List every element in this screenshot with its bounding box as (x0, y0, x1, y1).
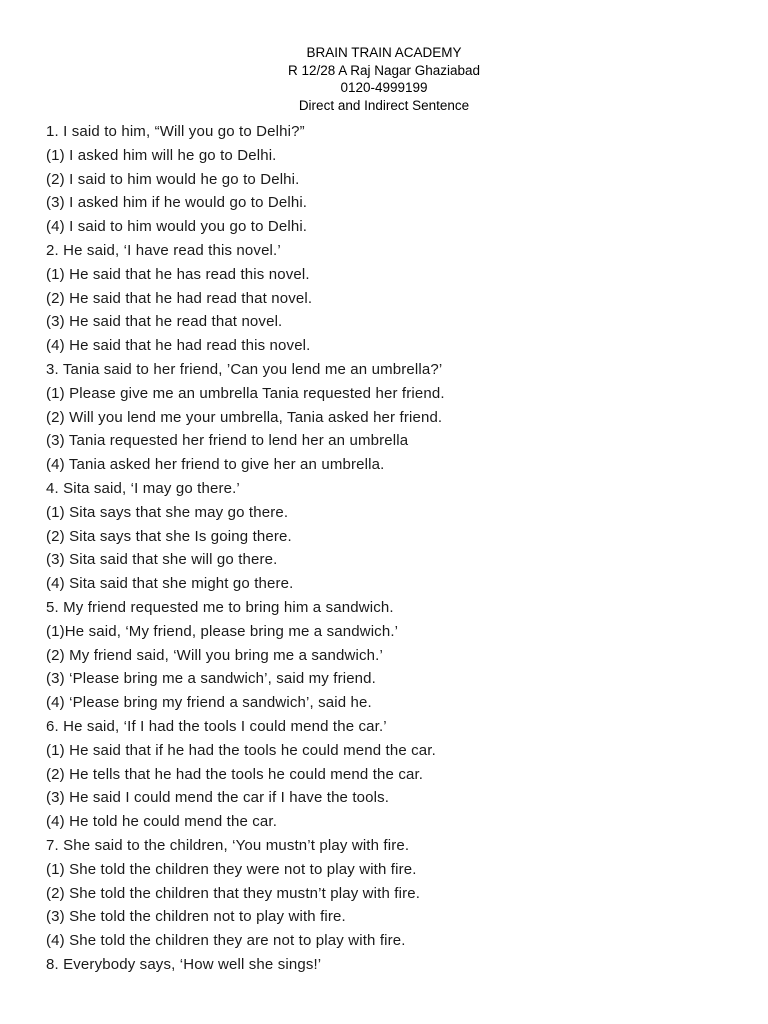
academy-address: R 12/28 A Raj Nagar Ghaziabad (287, 62, 481, 78)
option-line: (1) I asked him will he go to Delhi. (46, 146, 277, 164)
question-line: 5. My friend requested me to bring him a sandwich. (46, 598, 394, 616)
question-line: 2. He said, ‘I have read this novel.’ (46, 241, 281, 259)
option-line: (3) He said I could mend the car if I have the tools. (46, 789, 390, 807)
option-line: (2) I said to him would he go to Delhi. (46, 170, 300, 188)
option-line: (2) He said that he had read that novel. (46, 289, 313, 307)
option-line: (1) Sita says that she may go there. (46, 503, 289, 521)
document-subject: Direct and Indirect Sentence (298, 97, 470, 113)
option-line: (4) Sita said that she might go there. (46, 575, 294, 593)
question-line: 8. Everybody says, ‘How well she sings!’ (46, 955, 322, 973)
option-line: (3) ‘Please bring me a sandwich’, said my friend. (46, 670, 376, 688)
option-line: (1) He said that he has read this novel. (46, 265, 310, 283)
document-header (0, 44, 768, 114)
question-line: 6. He said, ‘If I had the tools I could mend the car.’ (46, 717, 387, 735)
question-line: 3. Tania said to her friend, ’Can you lend me an umbrella?’ (46, 360, 443, 378)
question-line: 1. I said to him, “Will you go to Delhi?” (46, 123, 305, 140)
academy-title: BRAIN TRAIN ACADEMY (306, 45, 462, 60)
option-line: (2) He tells that he had the tools he could mend the car. (46, 765, 424, 783)
option-line: (2) My friend said, ‘Will you bring me a sandwich.’ (46, 646, 383, 664)
option-line: (1) Please give me an umbrella Tania requested her friend. (46, 384, 445, 402)
option-line: (4) I said to him would you go to Delhi. (46, 218, 308, 236)
question-line: 7. She said to the children, ‘You mustn’t play with fire. (46, 836, 410, 854)
academy-phone: 0120-4999199 (340, 80, 428, 95)
option-line: (4) He told he could mend the car. (46, 813, 278, 831)
option-line: (4) She told the children they are not to play with fire. (46, 932, 406, 950)
option-line: (2) She told the children that they mustn’t play with fire. (46, 884, 421, 902)
option-line: (1) He said that if he had the tools he could mend the car. (46, 741, 436, 759)
option-line: (3) She told the children not to play with fire. (46, 908, 346, 926)
option-line: (3) I asked him if he would go to Delhi. (46, 194, 308, 212)
option-line: (2) Sita says that she Is going there. (46, 527, 292, 545)
option-line: (3) Sita said that she will go there. (46, 551, 278, 569)
option-line: (2) Will you lend me your umbrella, Tania asked her friend. (46, 408, 443, 426)
option-line: (4) He said that he had read this novel. (46, 337, 311, 355)
option-line: (1)He said, ‘My friend, please bring me a sandwich.’ (46, 622, 399, 640)
option-line: (3) Tania requested her friend to lend her an umbrella (46, 432, 409, 450)
option-line: (1) She told the children they were not to play with fire. (46, 860, 417, 878)
option-line: (4) Tania asked her friend to give her an umbrella. (46, 456, 385, 474)
option-line: (3) He said that he read that novel. (46, 313, 283, 331)
option-line: (4) ‘Please bring my friend a sandwich’, said he. (46, 694, 372, 712)
question-line: 4. Sita said, ‘I may go there.’ (46, 479, 240, 497)
question-list (46, 120, 746, 977)
